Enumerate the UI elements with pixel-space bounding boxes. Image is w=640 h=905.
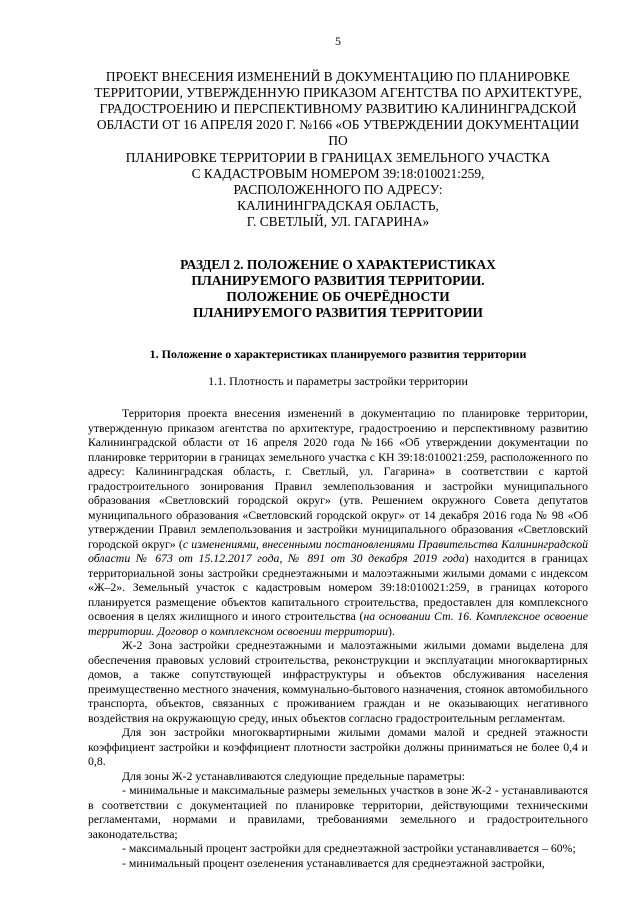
section-title xyxy=(88,257,588,322)
section-title-line: ПЛАНИРУЕМОГО РАЗВИТИЯ ТЕРРИТОРИИ. xyxy=(191,272,485,288)
subheading: 1. Положение о характеристиках планируемого развития территории xyxy=(149,347,527,362)
section-title-line: РАЗДЕЛ 2. ПОЛОЖЕНИЕ О ХАРАКТЕРИСТИКАХ xyxy=(180,256,496,272)
paragraph-italic-text: на основании Ст. 16. Комплексное освоение территории. Договор о комплексном освоении территории xyxy=(88,609,588,638)
paragraph-zone-description: Ж-2 Зона застройки среднеэтажными и малоэтажными жилыми домами выделена для обеспечения правовых условий строительства, реконструкции и эксплуатации многоквартирных домов, а также сопутствующей инфраструктуры и объектов обслуживания населения преимущественно местного значения, коммунально-бытового назначения, стоянок автомобильного транспорта, объектов, связанных с проживанием граждан и не оказывающих негативного воздействия на окружающую среду, иных объектов согласно градостроительным регламентам. xyxy=(88,638,588,725)
main-title-line: КАЛИНИНГРАДСКАЯ ОБЛАСТЬ, xyxy=(237,198,439,214)
paragraph-italic-text: с изменениями, внесенными постановлениями Правительства Калининградской области № 673 от 15.12.2017 года, № 891 от 30 декабря 2019 года xyxy=(88,536,588,566)
page-number: 5 xyxy=(335,34,341,48)
main-title-line: ПРОЕКТ ВНЕСЕНИЯ ИЗМЕНЕНИЙ В ДОКУМЕНТАЦИЮ ПО ПЛАНИРОВКЕ xyxy=(105,68,571,84)
main-title-line: ГРАДОСТРОЕНИЮ И ПЕРСПЕКТИВНОМУ РАЗВИТИЮ КАЛИНИНГРАДСКОЙ xyxy=(99,100,577,116)
paragraph-text: ). xyxy=(388,623,395,638)
list-item: - минимальный процент озеленения устанавливается для среднеэтажной застройки, xyxy=(122,855,545,870)
main-title-line: С КАДАСТРОВЫМ НОМЕРОМ 39:18:010021:259, xyxy=(191,165,485,181)
main-title-line: РАСПОЛОЖЕННОГО ПО АДРЕСУ: xyxy=(233,181,443,197)
main-title-line: ТЕРРИТОРИИ, УТВЕРЖДЕННУЮ ПРИКАЗОМ АГЕНТСТВА ПО АРХИТЕКТУРЕ, xyxy=(94,84,582,100)
list-item: - минимальные и максимальные размеры земельных участков в зоне Ж-2 - устанавливаются в соответствии с документацией по планировке территории, действующими техническими регламентами, нормами и правилами, требованиями земельного и градостроительного законодательства; xyxy=(88,783,588,841)
paragraph-parameters-intro: Для зоны Ж-2 устанавливаются следующие предельные параметры: xyxy=(122,768,465,783)
list-item: - максимальный процент застройки для среднеэтажной застройки устанавливается – 60%; xyxy=(122,841,576,856)
paragraph-text: Территория проекта внесения изменений в документацию по планировке территории, утвержденную приказом агентства по архитектуре, градостроению и перспективному развитию Калининградской области от 16 апреля 2020 года №166 «Об утверждении документации по планировке территории в границах земельного участка с КН 39:18:010021:259, расположенного по адресу: Калининградская область, г. Светлый, ул. Гагарина» в соответствии с картой градостроительного зонирования Правил землепользования и застройки муниципального образования «Светловский городской округ» (утв. Решением окружного Совета депутатов муниципального образования «Светловский городской округ» от 14 декабря 2016 года № 98 «Об утверждении Правил землепользования и застройки муниципального образования «Светловский городской округ» ( xyxy=(88,406,588,551)
paragraph-coefficients: Для зон застройки многоквартирными жилыми домами малой и средней этажности коэффициент застройки и коэффициент плотности застройки должны приниматься не более 0,4 и 0,8. xyxy=(88,725,588,769)
section-title-line: ПЛАНИРУЕМОГО РАЗВИТИЯ ТЕРРИТОРИИ xyxy=(193,305,483,321)
main-title xyxy=(88,69,588,231)
main-title-line: ОБЛАСТИ ОТ 16 АПРЕЛЯ 2020 Г. №166 «ОБ УТВЕРЖДЕНИИ ДОКУМЕНТАЦИИ ПО xyxy=(96,117,580,149)
section-title-line: ПОЛОЖЕНИЕ ОБ ОЧЕРЁДНОСТИ xyxy=(226,288,450,304)
main-title-line: ПЛАНИРОВКЕ ТЕРРИТОРИИ В ГРАНИЦАХ ЗЕМЕЛЬНОГО УЧАСТКА xyxy=(125,149,551,165)
paragraph-text: ) находится в границах территориальной зоны застройки среднеэтажными и малоэтажными жилыми домами с индексом «Ж–2». Земельный участок с кадастровым номером 39:18:010021:259, в границах которого планируется размещение объектов капитального строительства, предоставлен для комплексного освоения в целях жилищного и иного строительства ( xyxy=(88,551,588,624)
main-title-line: Г. СВЕТЛЫЙ, УЛ. ГАГАРИНА» xyxy=(246,214,430,230)
paragraph-territory xyxy=(88,406,588,638)
subsubheading: 1.1. Плотность и параметры застройки территории xyxy=(208,373,468,388)
